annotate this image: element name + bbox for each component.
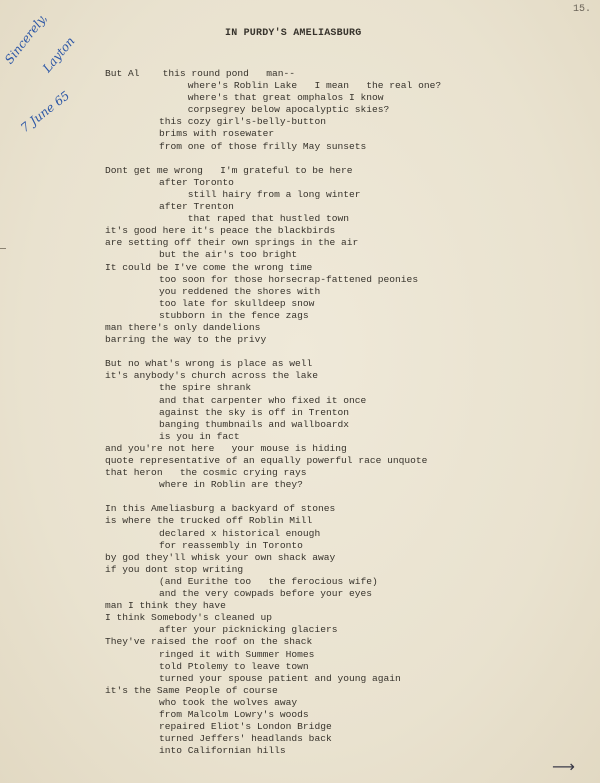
poem-line: from one of those frilly May sunsets bbox=[159, 140, 367, 152]
poem-line: by god they'll whisk your own shack away bbox=[105, 551, 336, 563]
poem-line: ringed it with Summer Homes bbox=[159, 648, 315, 660]
poem-body bbox=[105, 68, 575, 757]
poem-line: stubborn in the fence zags bbox=[159, 309, 309, 321]
poem-line: if you dont stop writing bbox=[105, 563, 244, 575]
poem-line: repaired Eliot's London Bridge bbox=[159, 721, 332, 733]
poem-line: man I think they have bbox=[105, 600, 226, 612]
poem-line: brims with rosewater bbox=[159, 128, 275, 140]
poem-line: and that carpenter who fixed it once bbox=[159, 394, 367, 406]
poem-line: In this Ameliasburg a backyard of stones bbox=[105, 503, 336, 515]
poem-line: who took the wolves away bbox=[159, 696, 298, 708]
poem-line: is where the trucked off Roblin Mill bbox=[105, 515, 313, 527]
poem-line: barring the way to the privy bbox=[105, 334, 267, 346]
poem-line: corpsegrey below apocalyptic skies? bbox=[159, 104, 390, 116]
poem-line: that heron the cosmic crying rays bbox=[105, 467, 307, 479]
poem-line: is you in fact bbox=[159, 430, 240, 442]
poem-line: declared x historical enough bbox=[159, 527, 321, 539]
poem-title: IN PURDY'S AMELIASBURG bbox=[225, 28, 362, 39]
poem-line: after Trenton bbox=[159, 201, 234, 213]
poem-line: Dont get me wrong I'm grateful to be here bbox=[105, 164, 353, 176]
stanza-break bbox=[105, 153, 575, 165]
poem-line: it's anybody's church across the lake bbox=[105, 370, 319, 382]
poem-line: They've raised the roof on the shack bbox=[105, 636, 313, 648]
poem-line: man there's only dandelions bbox=[105, 321, 261, 333]
poem-line: where's that great omphalos I know bbox=[159, 92, 384, 104]
poem-line: into Californian hills bbox=[159, 745, 286, 757]
handwritten-signoff: Sincerely, bbox=[2, 11, 50, 67]
poem-line: too soon for those horsecrap-fattened peonies bbox=[159, 273, 419, 285]
poem-line: this cozy girl's-belly-button bbox=[159, 116, 326, 128]
handwritten-signature: Layton bbox=[40, 34, 78, 75]
stanza-break bbox=[105, 491, 575, 503]
poem-line: from Malcolm Lowry's woods bbox=[159, 708, 309, 720]
poem-line: you reddened the shores with bbox=[159, 285, 321, 297]
poem-line: where in Roblin are they? bbox=[159, 479, 303, 491]
poem-line: for reassembly in Toronto bbox=[159, 539, 303, 551]
poem-line: but the air's too bright bbox=[159, 249, 298, 261]
poem-line: that raped that hustled town bbox=[159, 213, 349, 225]
poem-line: after your picknicking glaciers bbox=[159, 624, 338, 636]
poem-line: after Toronto bbox=[159, 176, 234, 188]
poem-line: (and Eurithe too the ferocious wife) bbox=[159, 575, 378, 587]
poem-line: too late for skulldeep snow bbox=[159, 297, 315, 309]
poem-line: against the sky is off in Trenton bbox=[159, 406, 349, 418]
poem-line: it's good here it's peace the blackbirds bbox=[105, 225, 336, 237]
continue-arrow-icon: ⟶ bbox=[552, 757, 575, 776]
poem-line: it's the Same People of course bbox=[105, 684, 278, 696]
poem-line: told Ptolemy to leave town bbox=[159, 660, 309, 672]
poem-line: quote representative of an equally powerful race unquote bbox=[105, 455, 428, 466]
poem-line: turned Jeffers' headlands back bbox=[159, 733, 332, 745]
poem-line: still hairy from a long winter bbox=[159, 188, 361, 200]
poem-line: the spire shrank bbox=[159, 382, 252, 394]
poem-line: where's Roblin Lake I mean the real one? bbox=[159, 80, 442, 92]
poem-line: turned your spouse patient and young again bbox=[159, 672, 401, 684]
poem-line: and you're not here your mouse is hiding bbox=[105, 442, 347, 454]
poem-line: are setting off their own springs in the air bbox=[105, 237, 359, 249]
poem-line: But Al this round pond man-- bbox=[105, 68, 295, 79]
poem-line: It could be I've come the wrong time bbox=[105, 261, 313, 273]
stanza-break bbox=[105, 346, 575, 358]
poem-line: I think Somebody's cleaned up bbox=[105, 612, 272, 624]
handwritten-date: 7 June 65 bbox=[18, 88, 73, 136]
margin-mark bbox=[0, 248, 6, 249]
page-number: 15. bbox=[573, 4, 592, 15]
poem-line: and the very cowpads before your eyes bbox=[159, 588, 373, 600]
poem-line: banging thumbnails and wallboardx bbox=[159, 418, 349, 430]
poem-line: But no what's wrong is place as well bbox=[105, 358, 313, 370]
